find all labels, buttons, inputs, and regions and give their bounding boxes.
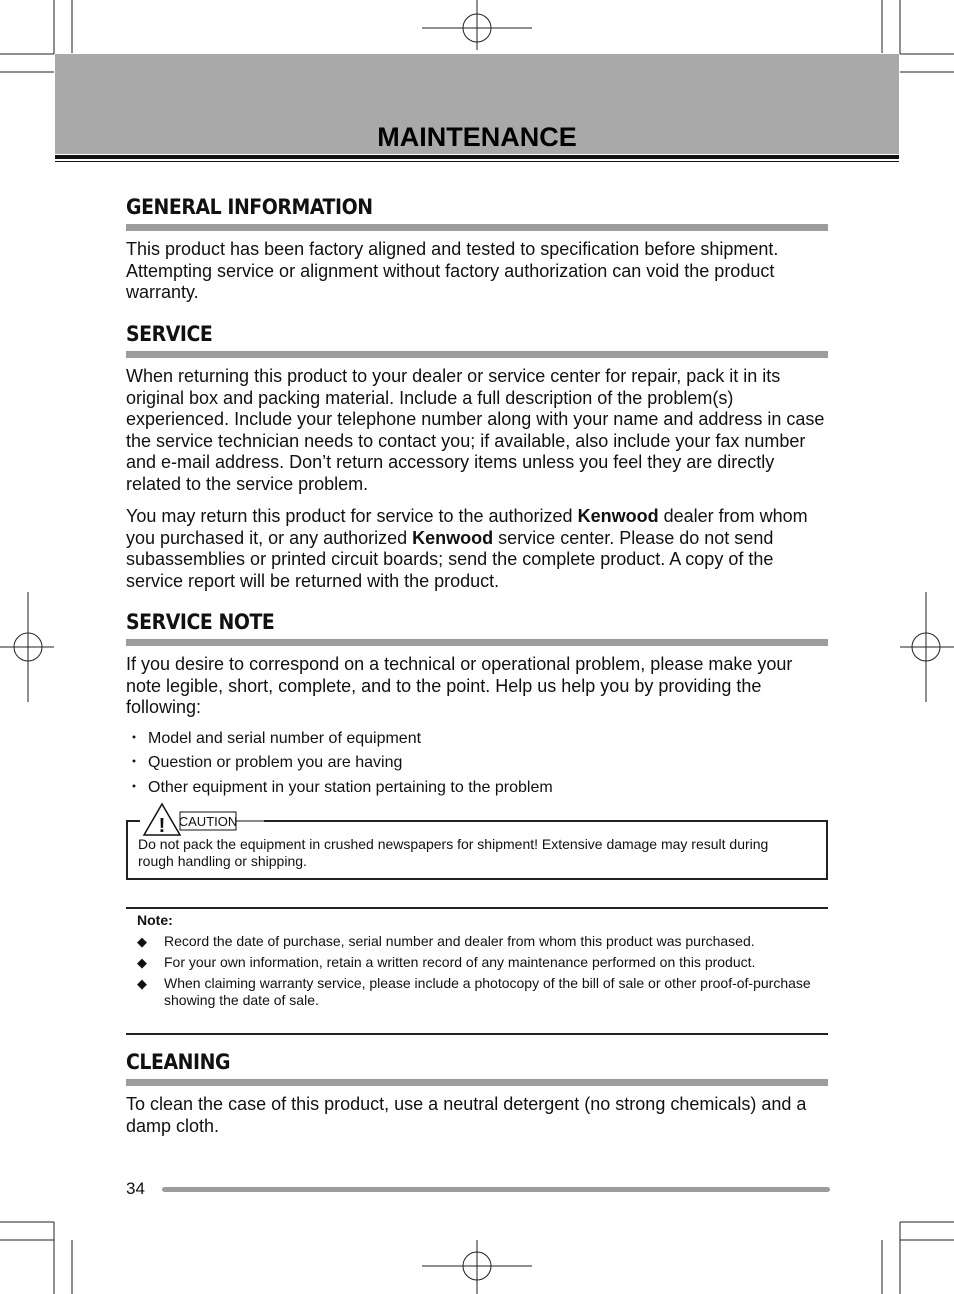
note-item-text: For your own information, retain a written record of any maintenance performed on this product. xyxy=(164,954,756,970)
section-heading: SERVICE xyxy=(126,322,213,346)
header-rule xyxy=(55,155,899,159)
note-title: Note: xyxy=(137,912,173,928)
section-heading: GENERAL INFORMATION xyxy=(126,195,373,219)
text-run: dealer from whom you purchased it, or any authorized xyxy=(126,506,808,548)
heading-bar xyxy=(126,639,828,646)
page-number: 34 xyxy=(126,1179,145,1198)
list-item-text: Other equipment in your station pertaining to the problem xyxy=(148,778,553,796)
note-item xyxy=(137,975,822,1009)
brand-name: Kenwood xyxy=(412,527,494,548)
note-item-text: When claiming warranty service, please include a photocopy of the bill of sale or other proof-of-purchase showing the date of sale. xyxy=(164,975,811,1008)
note-item-text: Record the date of purchase, serial number and dealer from whom this product was purchased. xyxy=(164,933,755,949)
list-item-text: Question or problem you are having xyxy=(148,754,403,771)
warning-icon xyxy=(140,802,264,836)
section-heading: SERVICE NOTE xyxy=(126,610,275,634)
heading-bar xyxy=(126,351,828,358)
requirement-list xyxy=(126,727,828,801)
section-service-note xyxy=(126,609,828,800)
bullet-icon: ・ xyxy=(126,778,143,796)
header-banner xyxy=(55,54,899,154)
section-heading: CLEANING xyxy=(126,1050,231,1074)
note-list xyxy=(137,933,822,1013)
heading-bar xyxy=(126,224,828,231)
note-box xyxy=(126,907,828,1035)
section-cleaning xyxy=(126,1049,828,1137)
text-run: You may return this product for service to the authorized xyxy=(126,506,578,526)
section-body-2 xyxy=(126,506,828,592)
section-service xyxy=(126,321,828,592)
text-run: service center. Please do not send subassemblies or printed circuit boards; send the complete product. A copy of the service report will be returned with the product. xyxy=(126,527,774,591)
section-body: To clean the case of this product, use a neutral detergent (no strong chemicals) and a damp cloth. xyxy=(126,1094,807,1136)
bullet-icon: ・ xyxy=(126,729,143,747)
list-item xyxy=(126,727,828,752)
section-general-information xyxy=(126,194,828,304)
section-body: When returning this product to your dealer or service center for repair, pack it in its original box and packing material. Include a full description of the problem(s) experienced. Include your telephone number along with your name and address in case the service technician needs to contact you; if available, also include your fax number and e-mail address. Don’t return accessory items unless you feel they are directly related to the service problem. xyxy=(126,366,825,494)
warning-symbol: ! xyxy=(158,815,166,836)
list-item-text: Model and serial number of equipment xyxy=(148,729,422,747)
caution-box xyxy=(126,814,828,880)
section-body: This product has been factory aligned and tested to specification before shipment. Attempting service or alignment without factory authorization can void the product warranty. xyxy=(126,239,779,302)
list-item xyxy=(126,776,828,801)
list-item xyxy=(126,751,828,776)
page-title: MAINTENANCE xyxy=(377,122,577,152)
brand-name: Kenwood xyxy=(577,506,659,526)
caution-label: CAUTION xyxy=(178,814,238,829)
heading-bar xyxy=(126,1079,828,1086)
caution-text: Do not pack the equipment in crushed newspapers for shipment! Extensive damage may result during rough handling or shipping. xyxy=(138,836,769,869)
diamond-bullet-icon: ◆ xyxy=(137,976,147,991)
caution-tag xyxy=(140,802,264,836)
note-item xyxy=(137,933,822,950)
diamond-bullet-icon: ◆ xyxy=(137,955,147,970)
bullet-icon: ・ xyxy=(126,754,143,771)
note-item xyxy=(137,954,822,971)
diamond-bullet-icon: ◆ xyxy=(137,934,147,949)
footer-rule xyxy=(162,1187,830,1192)
header-rule-thin xyxy=(55,161,899,162)
section-body: If you desire to correspond on a technical or operational problem, please make your note legible, short, complete, and to the point. Help us help you by providing the following: xyxy=(126,654,793,717)
